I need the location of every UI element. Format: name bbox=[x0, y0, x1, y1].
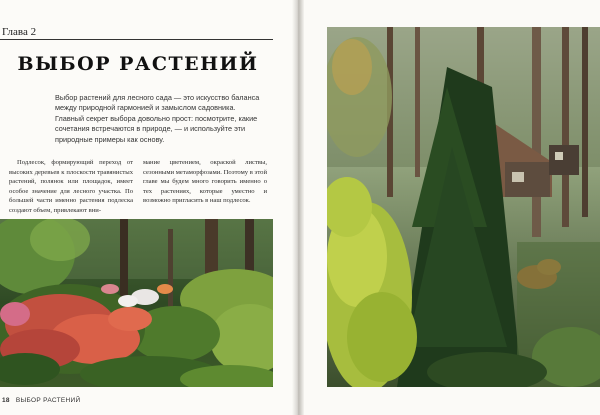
intro-text: Выбор растений для лесного сада — это искусство баланса между природной гармонией и замыслом садовника. Главный секрет выбора довольно прост: посмотрите, какие сочетания встречаются в природе, — и используйте эти природные примеры как основу. bbox=[55, 93, 260, 144]
page-number: 18 bbox=[2, 397, 10, 404]
chapter-divider bbox=[0, 39, 273, 40]
chapter-label: Глава 2 bbox=[2, 26, 37, 38]
body-column-2 bbox=[143, 158, 267, 206]
chapter-title: ВЫБОР РАСТЕНИЙ bbox=[17, 53, 259, 75]
body-text-1: Подлесок, формирующий переход от высоких деревьев к плоскости травянистых растений, полянок или площадок, имеет особое значение для лесного участка. По большей части именно растения подлеска создают объем, привлекают вни- bbox=[9, 159, 133, 214]
intro-paragraph bbox=[55, 93, 265, 145]
body-column-1 bbox=[9, 158, 133, 216]
running-title: ВЫБОР РАСТЕНИЙ bbox=[15, 397, 81, 404]
conifer-garden-photo bbox=[327, 27, 600, 387]
body-text-2: мание цветением, окраской листвы, сезонными метаморфозами. Поэтому в этой главе мы будем много говорить именно о тех растениях, которые уместно и возможно пригласить в наш подлесок. bbox=[143, 159, 267, 205]
book-gutter bbox=[292, 0, 304, 415]
page-footer bbox=[2, 397, 80, 404]
azalea-photo bbox=[0, 219, 273, 387]
